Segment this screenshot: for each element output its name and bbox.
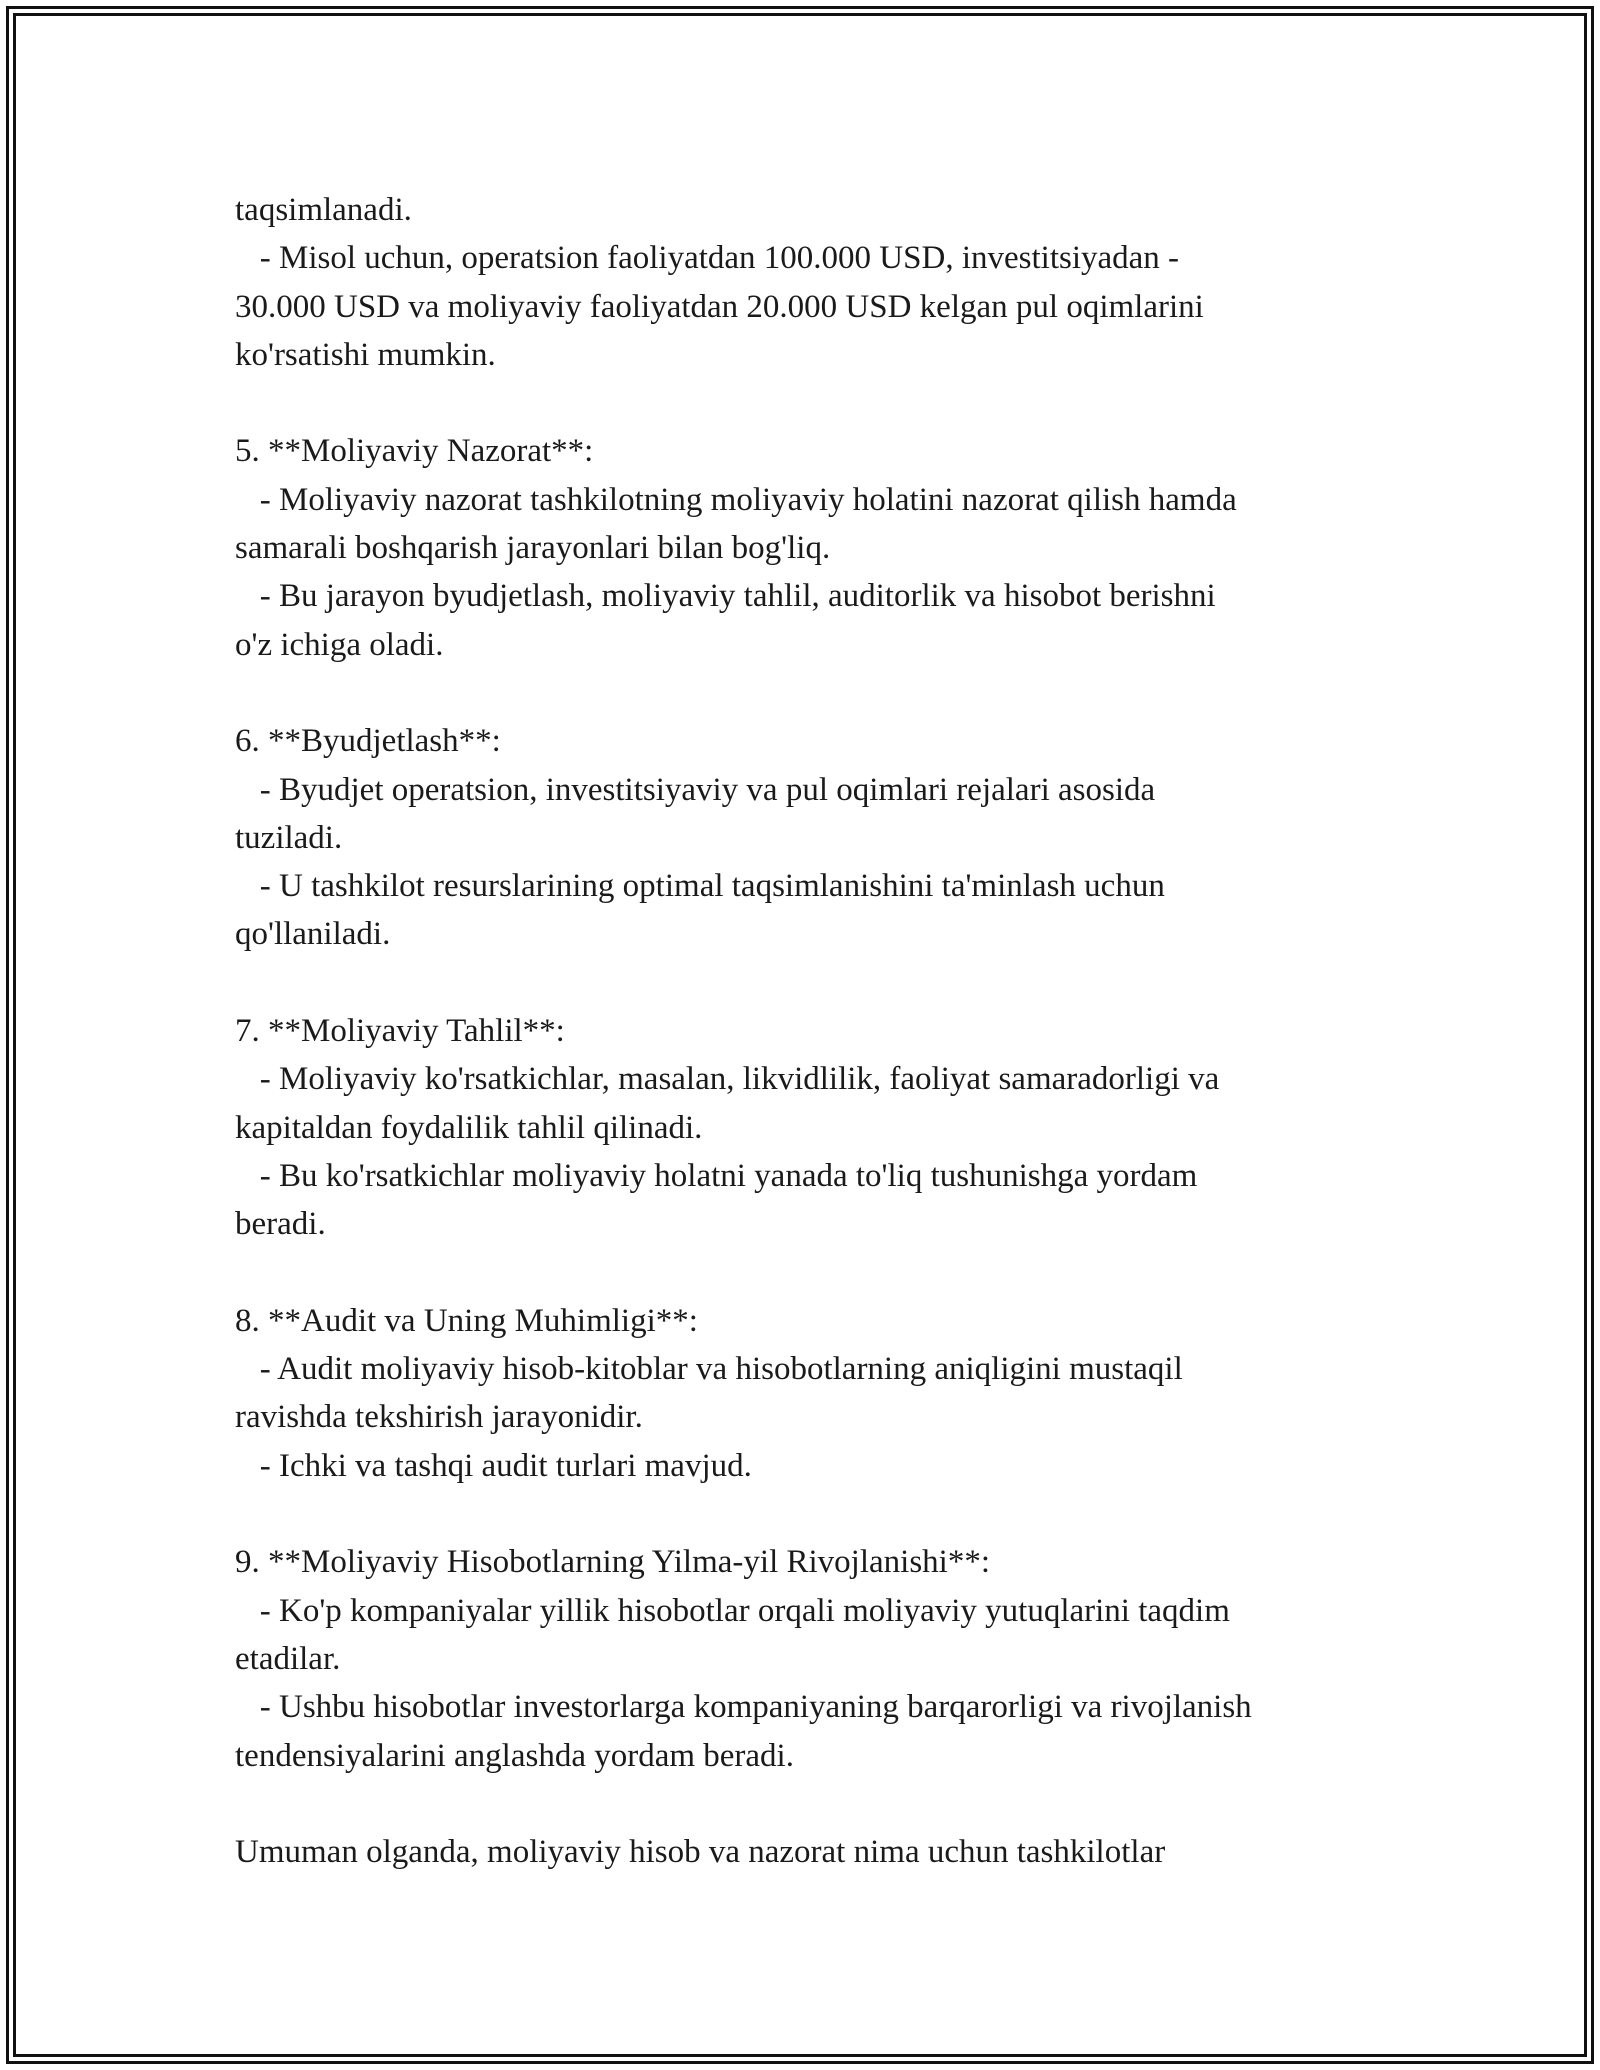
text-line: tendensiyalarini anglashda yordam beradi.: [235, 1737, 794, 1774]
blank-line: [235, 669, 1415, 717]
blank-line: [235, 1249, 1415, 1297]
text-line: - Ichki va tashqi audit turlari mavjud.: [235, 1447, 752, 1484]
blank-line: [235, 1780, 1415, 1828]
text-line: tuziladi.: [235, 819, 343, 856]
blank-line: [235, 379, 1415, 427]
text-line: - Misol uchun, operatsion faoliyatdan 100.000 USD, investitsiyadan -: [235, 240, 1180, 277]
text-line: Umuman olganda, moliyaviy hisob va nazorat nima uchun tashkilotlar: [235, 1834, 1166, 1871]
text-line: etadilar.: [235, 1640, 341, 1677]
document-body: [235, 186, 1415, 1876]
text-line: - Ushbu hisobotlar investorlarga kompaniyaning barqarorligi va rivojlanish: [235, 1689, 1252, 1726]
text-line: - U tashkilot resurslarining optimal taqsimlanishini ta'minlash uchun: [235, 868, 1165, 905]
text-line: qo'llaniladi.: [235, 916, 391, 953]
text-line: - Bu ko'rsatkichlar moliyaviy holatni yanada to'liq tushunishga yordam: [235, 1157, 1198, 1194]
text-line: - Ko'p kompaniyalar yillik hisobotlar orqali moliyaviy yutuqlarini taqdim: [235, 1592, 1230, 1629]
text-line: ko'rsatishi mumkin.: [235, 336, 496, 373]
text-line: 5. **Moliyaviy Nazorat**:: [235, 433, 594, 470]
blank-line: [235, 959, 1415, 1007]
text-line: 6. **Byudjetlash**:: [235, 723, 501, 760]
text-line: - Bu jarayon byudjetlash, moliyaviy tahlil, auditorlik va hisobot berishni: [235, 578, 1216, 615]
text-line: 8. **Audit va Uning Muhimligi**:: [235, 1302, 698, 1339]
text-line: - Moliyaviy nazorat tashkilotning moliyaviy holatini nazorat qilish hamda: [235, 481, 1237, 518]
text-line: - Byudjet operatsion, investitsiyaviy va pul oqimlari rejalari asosida: [235, 771, 1156, 808]
text-line: 30.000 USD va moliyaviy faoliyatdan 20.000 USD kelgan pul oqimlarini: [235, 288, 1204, 325]
text-line: samarali boshqarish jarayonlari bilan bog'liq.: [235, 530, 831, 567]
text-line: o'z ichiga oladi.: [235, 626, 444, 663]
text-line: 9. **Moliyaviy Hisobotlarning Yilma-yil Rivojlanishi**:: [235, 1544, 991, 1581]
blank-line: [235, 1490, 1415, 1538]
text-line: - Moliyaviy ko'rsatkichlar, masalan, likvidlilik, faoliyat samaradorligi va: [235, 1061, 1220, 1098]
text-line: - Audit moliyaviy hisob-kitoblar va hisobotlarning aniqligini mustaqil: [235, 1351, 1183, 1388]
text-line: taqsimlanadi.: [235, 192, 412, 228]
text-line: 7. **Moliyaviy Tahlil**:: [235, 1013, 565, 1050]
text-line: ravishda tekshirish jarayonidir.: [235, 1399, 643, 1436]
text-line: kapitaldan foydalilik tahlil qilinadi.: [235, 1109, 703, 1146]
text-line: beradi.: [235, 1206, 326, 1243]
